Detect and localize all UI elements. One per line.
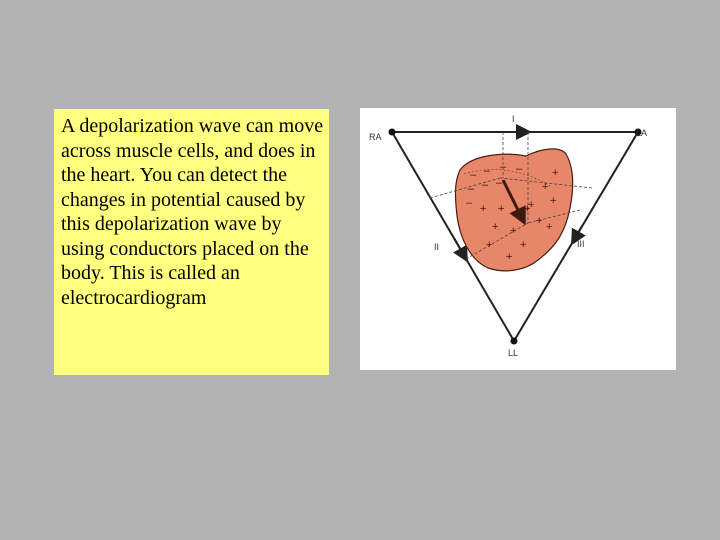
- la-label: LA: [636, 128, 648, 138]
- svg-text:–: –: [500, 161, 507, 173]
- lead-iii-label: III: [577, 239, 585, 249]
- svg-text:–: –: [482, 179, 489, 191]
- diagram-svg: [360, 108, 676, 370]
- ll-electrode: [511, 338, 518, 345]
- svg-text:+: +: [498, 203, 505, 215]
- ra-electrode: [389, 129, 396, 136]
- svg-text:–: –: [496, 177, 503, 189]
- svg-text:–: –: [484, 165, 491, 177]
- explanation-text-box: [54, 109, 329, 375]
- ra-label: RA: [369, 132, 382, 142]
- svg-text:+: +: [510, 225, 517, 237]
- ll-label: LL: [508, 348, 519, 358]
- svg-text:+: +: [528, 199, 535, 211]
- svg-text:+: +: [542, 181, 549, 193]
- svg-text:+: +: [550, 195, 557, 207]
- svg-text:+: +: [480, 203, 487, 215]
- svg-text:–: –: [470, 169, 477, 181]
- svg-text:+: +: [552, 167, 559, 179]
- einthoven-triangle-diagram: [360, 108, 676, 370]
- explanation-text: A depolarization wave can move across muscle cells, and does in the heart. You can detect the changes in potential caused by this depolarization wave by using conductors placed on the body. This is called an electrocardiogram: [61, 115, 324, 309]
- svg-text:+: +: [536, 215, 543, 227]
- lead-ii-label: II: [434, 242, 440, 252]
- svg-text:–: –: [466, 197, 473, 209]
- svg-text:+: +: [506, 251, 513, 263]
- svg-text:+: +: [492, 221, 499, 233]
- svg-text:+: +: [524, 203, 531, 215]
- lead-i-label: I: [512, 114, 515, 124]
- svg-text:+: +: [520, 239, 527, 251]
- svg-text:–: –: [516, 163, 523, 175]
- svg-text:–: –: [468, 183, 475, 195]
- svg-text:+: +: [546, 221, 553, 233]
- svg-text:+: +: [486, 239, 493, 251]
